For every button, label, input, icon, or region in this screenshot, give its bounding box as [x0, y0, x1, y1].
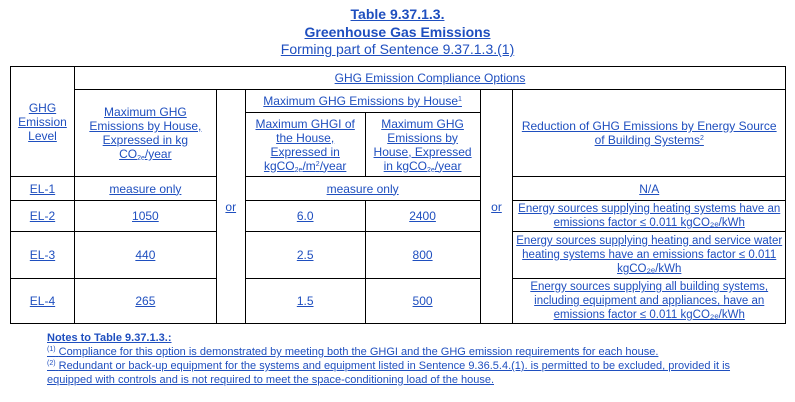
max-ghg-cell: 440 — [74, 232, 216, 279]
header-ghg-emission-level: GHG Emission Level — [11, 67, 75, 177]
ghg-cell: 2400 — [365, 201, 480, 232]
level-cell[interactable]: EL-1 — [11, 177, 75, 201]
max-ghg-cell: measure only — [74, 177, 216, 201]
or-cell-1: or — [216, 90, 245, 324]
table-number: Table 9.37.1.3. — [350, 6, 445, 22]
header-max-ghgi: Maximum GHGI of the House, Expressed in $kgCO_{2e}/m^2$/year — [245, 113, 365, 177]
ghgi-cell: 6.0 — [245, 201, 365, 232]
header-row-1 — [11, 67, 786, 90]
max-ghg-cell: 265 — [74, 279, 216, 324]
note-2: $^{(2)}$ Redundant or back-up equipment for the systems and equipment listed in Sentence 9.36.5.4.(1). is permitted to be excluded, provided it is — [47, 360, 731, 372]
max-ghg-cell: 1050 — [74, 201, 216, 232]
ghg-emissions-table — [10, 66, 786, 324]
header-row-2 — [11, 90, 786, 113]
reduction-cell: N/A — [513, 177, 786, 201]
table-subtitle[interactable]: Forming part of Sentence 9.37.1.3.(1) — [280, 41, 515, 57]
header-max-ghg-house: Maximum GHG Emissions by House, Expressed in kgCO$_{2e}$/year — [365, 113, 480, 177]
level-cell[interactable]: EL-2 — [11, 201, 75, 232]
reduction-cell: Energy sources supplying heating systems have an emissions factor ≤ 0.011 kgCO₂ₑ/kWh — [513, 201, 786, 232]
table-row — [11, 201, 786, 232]
table-row — [11, 279, 786, 324]
reduction-cell: Energy sources supplying all building systems, including equipment and appliances, have an emissions factor ≤ 0.011 kgCO₂ₑ/kWh — [513, 279, 786, 324]
note-1: $^{(1)}$ Compliance for this option is demonstrated by meeting both the GHGI and the GHG emission requirements for each house. — [47, 346, 659, 358]
header-max-ghg-by-house: Maximum GHG Emissions by House$^1$ — [245, 90, 480, 113]
header-reduction: Reduction of GHG Emissions by Energy Source of Building Systems$^2$ — [513, 90, 786, 177]
or-cell-2: or — [480, 90, 513, 324]
level-cell[interactable]: EL-4 — [11, 279, 75, 324]
ghgi-cell: 2.5 — [245, 232, 365, 279]
table-notes — [47, 331, 730, 387]
note-2-continued: equipped with controls and is not required to meet the space-conditioning load of the house. — [47, 374, 495, 386]
table-row — [11, 232, 786, 279]
notes-title: Notes to Table 9.37.1.3.: — [47, 332, 172, 344]
ghg-cell: 800 — [365, 232, 480, 279]
ghg-cell: 500 — [365, 279, 480, 324]
ghgi-cell: 1.5 — [245, 279, 365, 324]
reduction-cell: Energy sources supplying heating and service water heating systems have an emissions factor ≤ 0.011 kgCO₂ₑ/kWh — [513, 232, 786, 279]
header-max-ghg-emissions: Maximum GHG Emissions by House, Expressed in kg $CO_{2e}$/year — [74, 90, 216, 177]
table-row — [11, 177, 786, 201]
header-compliance-options: GHG Emission Compliance Options — [74, 67, 785, 90]
house-cell: measure only — [245, 177, 480, 201]
table-title: Greenhouse Gas Emissions — [304, 24, 491, 40]
level-cell[interactable]: EL-3 — [11, 232, 75, 279]
